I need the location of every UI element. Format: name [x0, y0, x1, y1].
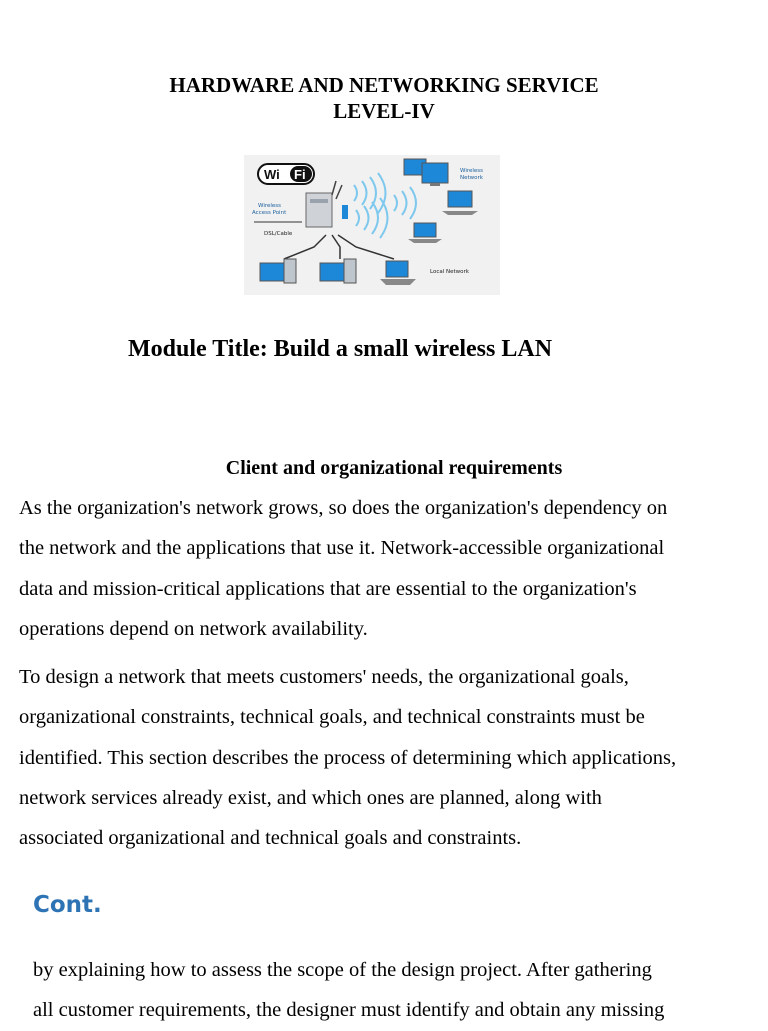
paragraph-line: As the organization's network grows, so does the organization's dependency on: [19, 497, 668, 519]
local-network-label: Local Network: [430, 269, 469, 275]
paragraph-network-dependency: [19, 488, 754, 649]
dsl-label: DSL/Cable: [264, 231, 293, 237]
document-level: LEVEL-IV: [333, 99, 435, 123]
laptop-icon: [380, 261, 416, 285]
router-icon: [306, 181, 348, 227]
wireless-network-figure: [244, 155, 500, 295]
paragraph-design-goals: [19, 657, 754, 858]
paragraph-line: operations depend on network availability.: [19, 617, 368, 640]
signal-waves-icon: [354, 173, 416, 238]
wireless-network-label-1: Wireless: [460, 168, 484, 174]
module-title: Module Title: Build a small wireless LAN: [128, 336, 553, 362]
paragraph-line: by explaining how to assess the scope of the design project. After gathering: [33, 959, 652, 981]
paragraph-line: data and mission-critical applications that are essential to the organization's: [19, 577, 637, 600]
paragraph-line: organizational constraints, technical goals, and technical constraints must be: [19, 706, 645, 729]
desktop-icon: [404, 159, 448, 186]
paragraph-line: identified. This section describes the process of determining which applications,: [19, 746, 677, 769]
paragraph-line: the network and the applications that use it. Network-accessible organizational: [19, 537, 665, 560]
document-title: HARDWARE AND NETWORKING SERVICE: [169, 73, 599, 97]
svg-text:Fi: Fi: [294, 167, 306, 182]
paragraph-line: To design a network that meets customers' needs, the organizational goals,: [19, 666, 629, 688]
wifi-logo-text: Wi: [264, 167, 280, 182]
wifi-logo-icon: [258, 164, 314, 184]
laptop-icon: [442, 191, 478, 215]
access-point-label-2: Access Point: [252, 210, 287, 216]
paragraph-line: network services already exist, and which ones are planned, along with: [19, 786, 602, 809]
section-heading: Client and organizational requirements: [225, 457, 563, 479]
paragraph-line: all customer requirements, the designer must identify and obtain any missing: [33, 999, 665, 1022]
desktop-icon: [260, 259, 296, 283]
cont-heading: Cont.: [33, 892, 102, 918]
laptop-icon: [408, 223, 442, 243]
paragraph-line: associated organizational and technical goals and constraints.: [19, 827, 522, 850]
desktop-icon: [320, 259, 356, 283]
access-point-label-1: Wireless: [258, 203, 282, 209]
wireless-network-label-2: Network: [460, 175, 483, 181]
paragraph-continued: [33, 950, 758, 1031]
